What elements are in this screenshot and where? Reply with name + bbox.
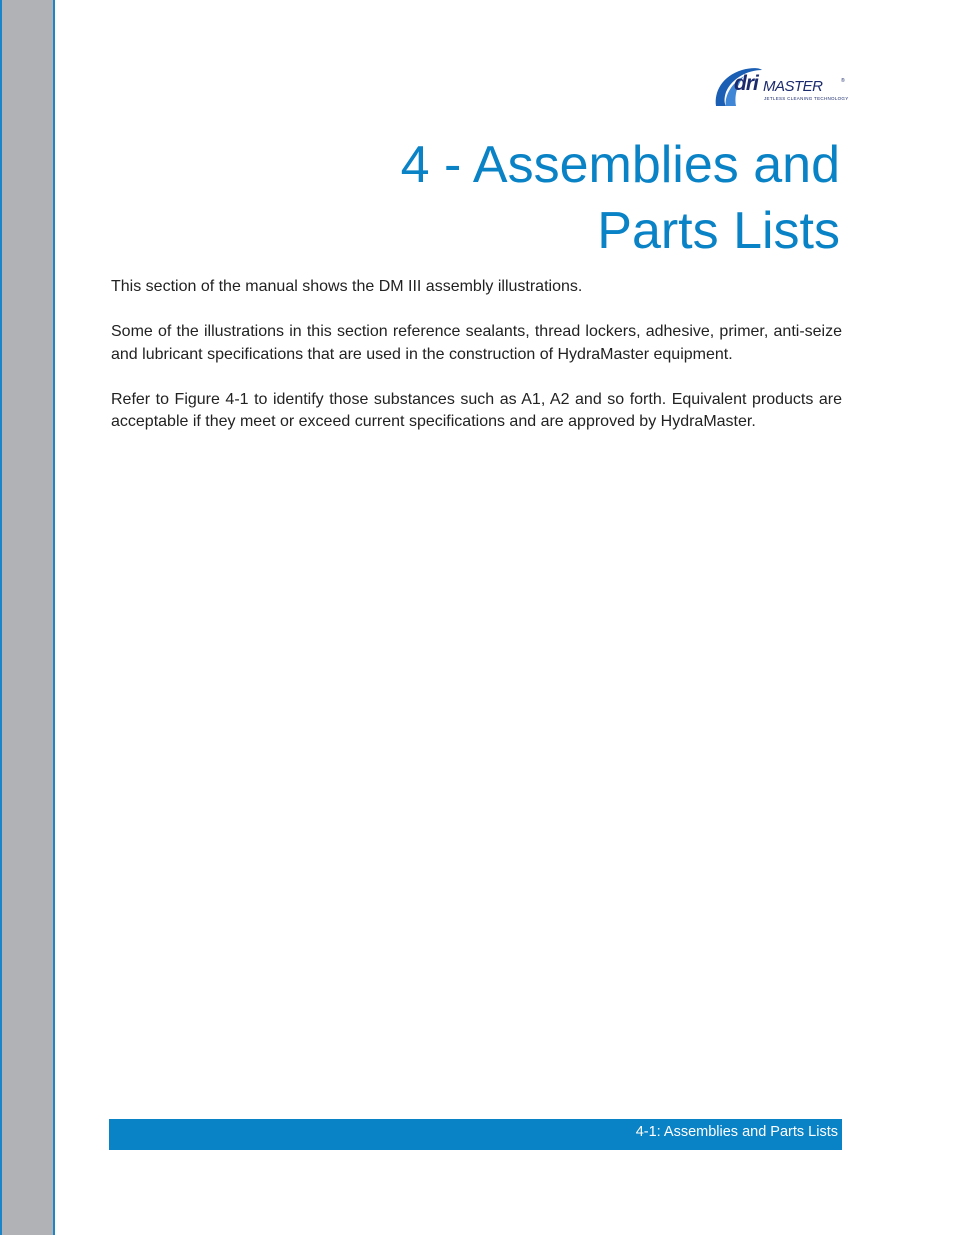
body-text [111, 276, 842, 456]
svg-text:®: ® [841, 78, 845, 84]
footer-bar [109, 1119, 842, 1150]
paragraph-figure-reference: Refer to Figure 4-1 to identify those substances such as A1, A2 and so forth. Equivalent products are acceptable if they meet or exceed current specifications and are approved by HydraMaster. [111, 390, 842, 430]
logo-tagline: JETLESS CLEANING TECHNOLOGY [764, 96, 849, 101]
logo-brand-suffix: MASTER [763, 78, 823, 95]
chapter-title-line-2: Parts Lists [597, 202, 840, 260]
drimaster-logo [712, 62, 847, 108]
chapter-title [401, 132, 840, 264]
paragraph-illustrations: Some of the illustrations in this section reference sealants, thread lockers, adhesive, primer, anti-seize and lubricant specifications that are used in the construction of HydraMaster equipment. [111, 323, 842, 363]
side-margin-bar [0, 0, 55, 1235]
footer-page-label: 4-1: Assemblies and Parts Lists [635, 1124, 838, 1140]
chapter-title-line-1: 4 - Assemblies and [400, 136, 840, 194]
logo-brand-prefix: dri [734, 72, 758, 95]
paragraph-intro: This section of the manual shows the DM III assembly illustrations. [111, 278, 583, 295]
